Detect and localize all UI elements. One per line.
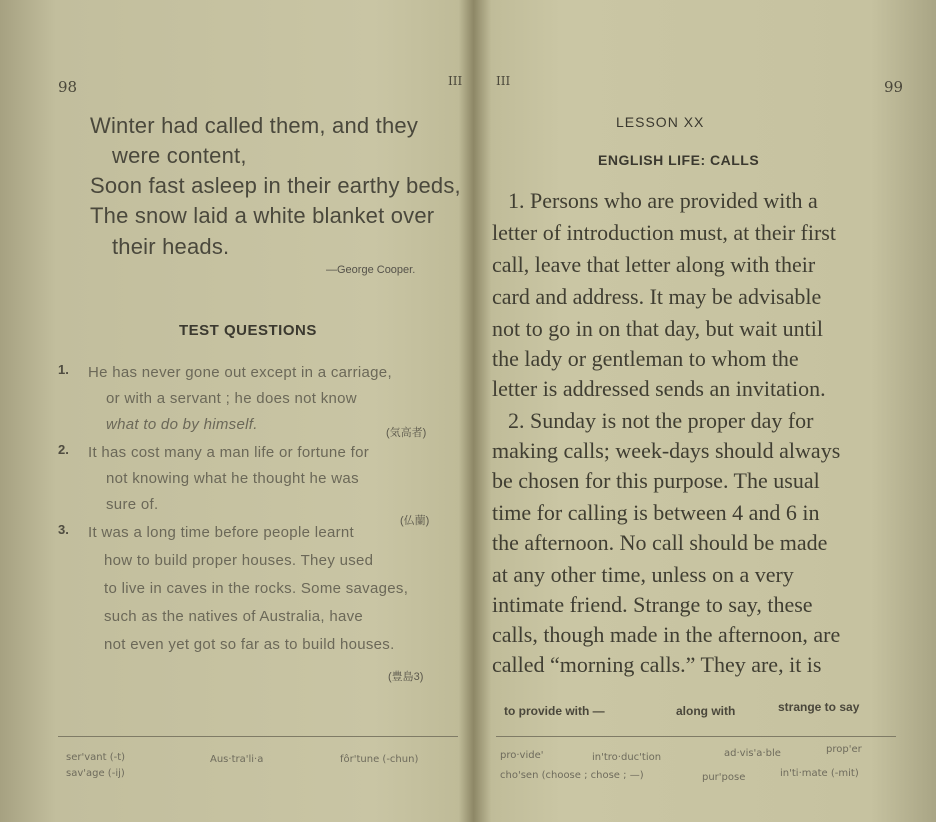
question-line: such as the natives of Australia, have	[104, 608, 364, 625]
lesson-title: ENGLISH LIFE: CALLS	[598, 152, 760, 168]
question-line: or with a servant ; he does not know	[106, 390, 357, 407]
question-line: to live in caves in the rocks. Some savages,	[104, 580, 409, 597]
body-line: time for calling is between 4 and 6 in	[492, 500, 820, 525]
pronunciation: in'ti·mate (-mit)	[780, 768, 859, 779]
body-line: 1. Persons who are provided with a	[508, 188, 818, 213]
body-line: card and address. It may be advisable	[492, 284, 822, 309]
left-page: 98 III Winter had called them, and they were content, Soon fast asleep in their earthy beds, The snow laid a white blanket over their heads. —George Cooper. TEST QUESTIONS 1. He has never gone out except in a carriage, or with a servant ; he does not know what to do by himself. (気高者) 2. It has cost many a man life or fortune for not knowing what he thought he was sure of. (仏蘭) 3. It was a long time before people learnt how to build proper houses. They used to live in caves in the rocks. Some savages, such as the natives of Australia, have not even yet got so far as to build houses. (豊島3) ser'vant (-t) fôr'tune (-chun) sav'age (-ij) Aus·tra'li·a	[58, 74, 463, 779]
question-line: not knowing what he thought he was	[106, 470, 359, 487]
pronunciation: pur'pose	[702, 772, 746, 783]
pronunciation: in'tro·duc'tion	[592, 752, 662, 763]
question-note: (豊島3)	[388, 671, 424, 683]
right-page	[480, 0, 936, 822]
vocab-item: along with	[676, 704, 736, 718]
pronunciation: Aus·tra'li·a	[210, 754, 264, 765]
poem-line: Winter had called them, and they	[90, 113, 419, 138]
question-note: (気高者)	[386, 427, 427, 439]
footnote-rule	[58, 736, 458, 737]
pronunciation: prop'er	[826, 744, 862, 755]
pronunciation: fôr'tune (-chun)	[340, 754, 419, 765]
pronunciation: ad·vis'a·ble	[724, 748, 781, 759]
poem-line: were content,	[112, 143, 247, 168]
section-title: TEST QUESTIONS	[179, 322, 317, 339]
lesson-number: LESSON XX	[616, 114, 705, 130]
body-line: the lady or gentleman to whom the	[492, 346, 799, 371]
page-number: 98	[58, 78, 78, 96]
body-line: letter of introduction must, at their first	[492, 220, 836, 245]
question-note: (仏蘭)	[400, 515, 430, 527]
body-line: call, leave that letter along with their	[492, 252, 816, 277]
poem-line: The snow laid a white blanket over	[90, 203, 435, 228]
pronunciation: ser'vant (-t)	[66, 752, 126, 763]
body-line: intimate friend. Strange to say, these	[492, 592, 813, 617]
body-line: making calls; week-days should always	[492, 438, 841, 463]
pronunciation: pro·vide'	[500, 750, 544, 761]
running-head: III	[496, 74, 511, 88]
body-line: at any other time, unless on a very	[492, 562, 794, 587]
body-line: the afternoon. No call should be made	[492, 530, 828, 555]
question-line: sure of.	[106, 496, 159, 513]
question-line: He has never gone out except in a carriage,	[88, 364, 392, 381]
vocab-item: to provide with —	[504, 704, 605, 718]
body-line: called “morning calls.” They are, it is	[492, 652, 822, 677]
body-line: calls, though made in the afternoon, are	[492, 622, 841, 647]
running-head: III	[448, 74, 463, 88]
question-line: not even yet got so far as to build houses.	[104, 636, 395, 653]
pronunciation: sav'age (-ij)	[66, 768, 125, 779]
vocab-item: strange to say	[778, 700, 860, 714]
question-line: It was a long time before people learnt	[88, 524, 355, 541]
question-line: what to do by himself.	[106, 416, 258, 433]
question-line: how to build proper houses. They used	[104, 552, 374, 569]
question-line: It has cost many a man life or fortune for	[88, 444, 370, 461]
body-line: 2. Sunday is not the proper day for	[508, 408, 814, 433]
footnote-rule	[496, 736, 896, 737]
body-line: letter is addressed sends an invitation.	[492, 376, 826, 401]
poem-attribution: —George Cooper.	[326, 264, 416, 276]
page-number: 99	[884, 78, 904, 96]
body-line: not to go in on that day, but wait until	[492, 316, 823, 341]
poem-line: their heads.	[112, 234, 230, 259]
pronunciation: cho'sen (choose ; chose ; —)	[500, 770, 644, 781]
body-line: be chosen for this purpose. The usual	[492, 468, 820, 493]
poem-line: Soon fast asleep in their earthy beds,	[90, 173, 461, 198]
